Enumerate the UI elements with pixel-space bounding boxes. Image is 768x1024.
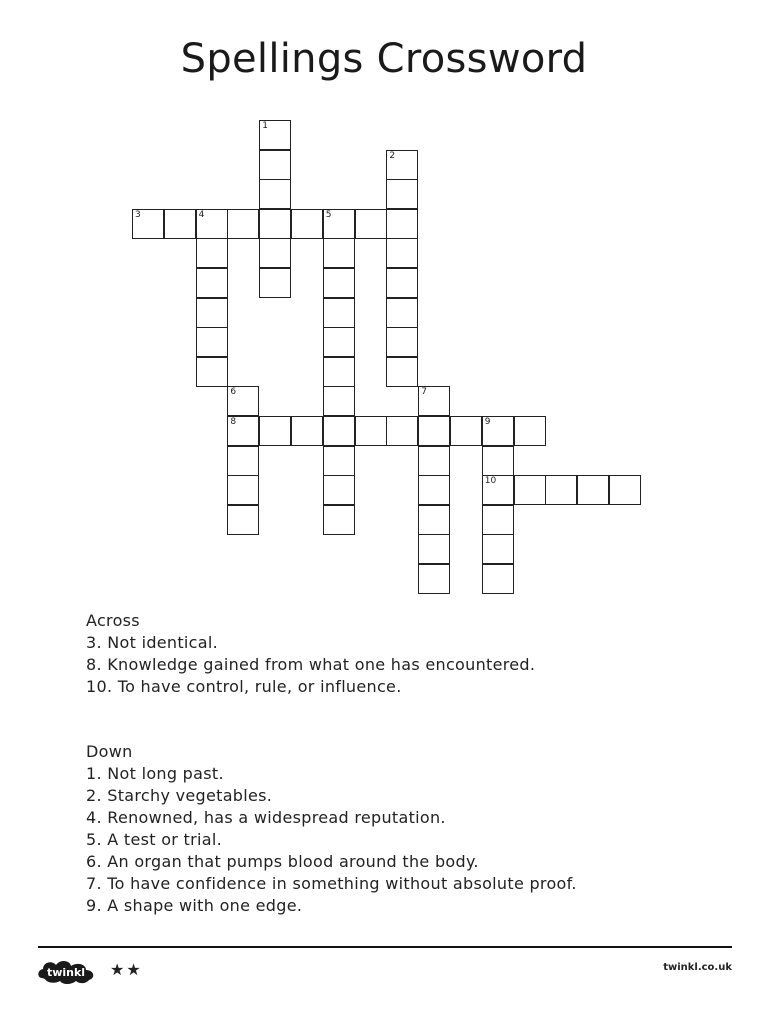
down-clues xyxy=(86,741,577,917)
clue-number: 4 xyxy=(198,209,205,220)
crossword-cell[interactable] xyxy=(196,209,228,239)
crossword-cell[interactable] xyxy=(196,357,228,387)
crossword-cell[interactable] xyxy=(418,564,450,594)
clue-number: 2 xyxy=(389,150,396,161)
crossword-cell[interactable] xyxy=(259,150,291,180)
crossword-cell[interactable] xyxy=(418,534,450,564)
crossword-cell[interactable] xyxy=(386,357,418,387)
clue-number: 8 xyxy=(230,417,237,427)
crossword-cell[interactable] xyxy=(514,475,546,505)
across-clue-3: 3. Not identical. xyxy=(86,633,219,652)
crossword-cell[interactable] xyxy=(132,209,164,239)
crossword-cell[interactable] xyxy=(259,209,291,239)
crossword-cell[interactable] xyxy=(323,327,355,357)
crossword-cell[interactable] xyxy=(323,298,355,328)
across-clues xyxy=(86,610,535,698)
rating-stars-icon: ★★ xyxy=(110,960,143,979)
crossword-cell[interactable] xyxy=(418,446,450,476)
page-title: Spellings Crossword xyxy=(180,36,588,82)
crossword-cell[interactable] xyxy=(196,327,228,357)
crossword-cell[interactable] xyxy=(259,268,291,298)
crossword-cell[interactable] xyxy=(514,416,546,446)
crossword-cell[interactable] xyxy=(227,386,259,416)
crossword-cell[interactable] xyxy=(323,209,355,239)
crossword-cell[interactable] xyxy=(386,416,418,446)
crossword-cell[interactable] xyxy=(482,416,514,446)
down-heading: Down xyxy=(86,742,133,761)
crossword-cell[interactable] xyxy=(482,564,514,594)
crossword-cell[interactable] xyxy=(355,209,387,239)
crossword-cell[interactable] xyxy=(196,298,228,328)
crossword-cell[interactable] xyxy=(323,475,355,505)
crossword-cell[interactable] xyxy=(259,238,291,268)
crossword-cell[interactable] xyxy=(323,386,355,416)
crossword-cell[interactable] xyxy=(227,416,259,446)
crossword-cell[interactable] xyxy=(227,505,259,535)
down-clue-6: 6. An organ that pumps blood around the body. xyxy=(86,852,479,871)
clue-number: 7 xyxy=(421,387,427,398)
crossword-cell[interactable] xyxy=(418,475,450,505)
twinkl-logo xyxy=(36,956,98,986)
crossword-cell[interactable] xyxy=(577,475,609,505)
footer-divider xyxy=(38,946,732,948)
across-heading: Across xyxy=(86,611,140,630)
crossword-cell[interactable] xyxy=(482,534,514,564)
crossword-cell[interactable] xyxy=(164,209,196,239)
crossword-cell[interactable] xyxy=(323,505,355,535)
crossword-cell[interactable] xyxy=(482,505,514,535)
down-clue-7: 7. To have confidence in something without absolute proof. xyxy=(86,874,577,893)
crossword-cell[interactable] xyxy=(259,416,291,446)
crossword-cell[interactable] xyxy=(323,268,355,298)
crossword-cell[interactable] xyxy=(386,298,418,328)
crossword-cell[interactable] xyxy=(482,446,514,476)
clue-number: 1 xyxy=(262,121,268,131)
crossword-cell[interactable] xyxy=(196,268,228,298)
crossword-cell[interactable] xyxy=(291,416,323,446)
down-clue-1: 1. Not long past. xyxy=(86,764,224,783)
crossword-cell[interactable] xyxy=(196,238,228,268)
clue-number: 3 xyxy=(135,209,141,220)
crossword-cell[interactable] xyxy=(386,268,418,298)
crossword-cell[interactable] xyxy=(291,209,323,239)
crossword-cell[interactable] xyxy=(418,386,450,416)
crossword-cell[interactable] xyxy=(386,179,418,209)
crossword-cell[interactable] xyxy=(227,475,259,505)
clue-number: 6 xyxy=(230,387,237,398)
crossword-cell[interactable] xyxy=(323,238,355,268)
crossword-cell[interactable] xyxy=(386,209,418,239)
down-clue-2: 2. Starchy vegetables. xyxy=(86,786,273,805)
crossword-cell[interactable] xyxy=(355,416,387,446)
crossword-cell[interactable] xyxy=(386,150,418,180)
down-clue-4: 4. Renowned, has a widespread reputation. xyxy=(86,808,446,827)
clue-number: 5 xyxy=(325,209,332,220)
crossword-cell[interactable] xyxy=(418,416,450,446)
down-clue-5: 5. A test or trial. xyxy=(86,830,222,849)
crossword-cell[interactable] xyxy=(386,238,418,268)
crossword-cell[interactable] xyxy=(545,475,577,505)
across-clue-10: 10. To have control, rule, or influence. xyxy=(86,677,402,696)
logo-wordmark: twinkl xyxy=(46,966,86,979)
crossword-cell[interactable] xyxy=(323,446,355,476)
crossword-cell[interactable] xyxy=(482,475,514,505)
clue-number: 10 xyxy=(484,476,497,487)
clue-number: 9 xyxy=(484,417,491,427)
across-clue-8: 8. Knowledge gained from what one has encountered. xyxy=(86,655,536,674)
site-url: twinkl.co.uk xyxy=(663,962,732,973)
crossword-cell[interactable] xyxy=(259,120,291,150)
down-clue-9: 9. A shape with one edge. xyxy=(86,896,303,915)
crossword-cell[interactable] xyxy=(418,505,450,535)
crossword-cell[interactable] xyxy=(227,209,259,239)
crossword-cell[interactable] xyxy=(386,327,418,357)
crossword-cell[interactable] xyxy=(609,475,641,505)
crossword-cell[interactable] xyxy=(450,416,482,446)
crossword-cell[interactable] xyxy=(323,416,355,446)
crossword-cell[interactable] xyxy=(259,179,291,209)
crossword-cell[interactable] xyxy=(227,446,259,476)
crossword-cell[interactable] xyxy=(323,357,355,387)
